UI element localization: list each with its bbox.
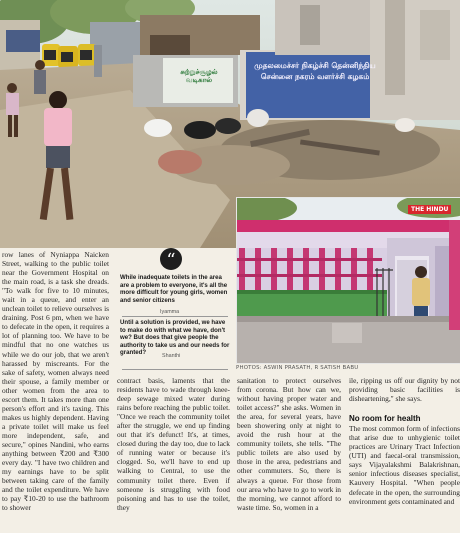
- pull-quote-1: While inadequate toilets in the area are a problem to everyone, it's all the more difficult for young girls, women and senior citizens: [120, 274, 228, 304]
- paragraph: row lanes of Nyniappa Naicken Street, walking to the public toilet near the Government Hospital on the main road, is a task she dreads. "To walk for five to 10 minutes, wait in a queue, and enter an unclean toilet to relieve ourselves is draining. Post 6 pm, when we have to defecate in the open, it requires a lot of planning too. We have to be mindful that no one watches us while we do our job, that we aren't harassed by miscreants. For the sake of safety, women always need their spouse, a family member or other women from the area to escort them. It takes more than one person's effort and it's taxing. This makes us highly dependent. Having a private toilet will make us feel more independent, safe, and secure," opines Nandini, who earns anything between ₹200 and ₹300 every day. "I have two children and my earnings have to be split between taking care of the family and the toilet expenditure. We have to pay ₹10-20 to use the bathroom to shower: [2, 250, 109, 513]
- paper-logo: THE HINDU: [408, 205, 451, 214]
- toilet-photo: [236, 197, 460, 364]
- board-tamil-text: முதலமைச்சர் நிகழ்ச்சி தென்னிந்திய சென்னை நகரம் வளர்ச்சி கழகம்: [254, 61, 376, 81]
- divider: [122, 316, 228, 317]
- article-column-4: [237, 376, 341, 533]
- article-column-3: [117, 376, 230, 533]
- wall-tamil-text: சுற்றுச்சூழல் வடிகால்: [180, 68, 218, 84]
- pull-quote-2-name: Shanthi: [162, 353, 181, 359]
- quote-icon: “: [160, 248, 182, 270]
- divider: [122, 369, 228, 370]
- article-column-5: [349, 376, 460, 533]
- photo-credit: PHOTOS: ASWIN PRASATH, R SATISH BABU: [236, 365, 359, 371]
- pull-quote-2: Until a solution is provided, we have to make do with what we have, don't we? But does that give people the authority to take us and our needs for granted?: [120, 319, 230, 357]
- subheading: No room for health: [349, 414, 421, 424]
- article-column-1: [2, 250, 109, 533]
- pull-quote-1-name: Iyamma: [160, 309, 180, 315]
- paragraph: sanitation to protect ourselves from corona. But how can we, without having proper water and toilet access?" she asks. Women in the area, for several years, have been showering only at night to avoid the rush hour at the community toilets, she tells. "The public toilets are also used by those in the area, pedestrians and other commuters. So, there is always a queue. For those from our area who have to go to work in the morning, we cannot afford to waste time. So, women in a: [237, 376, 341, 512]
- paragraph: contract basis, laments that the residents have to wade through knee-deep sewage mixed water during rains before reaching the public toilet. "Once we reach the community toilet after the struggle, we end up finding out that it's defunct! It's, at times, closed during the day too, due to lack of running water or because it's clogged. So, we'll have to end up walking to Central, to use the community toilet there. Even if someone is struggling with food poisoning and has to use the toilet, they: [117, 376, 230, 512]
- paragraph: The most common form of infections that arise due to unhygienic toilet practices are Urinary Tract Infection (UTI) and faecal-oral transmission, says Vijayalakshmi Balakrishnan, senior infectious diseases specialist, Kauvery Hospital. "When people defecate in the open, the surrounding environment gets contaminated and: [349, 424, 460, 506]
- paragraph: ile, ripping us off our dignity by not providing basic facilities is disheartening," she says.: [349, 376, 460, 404]
